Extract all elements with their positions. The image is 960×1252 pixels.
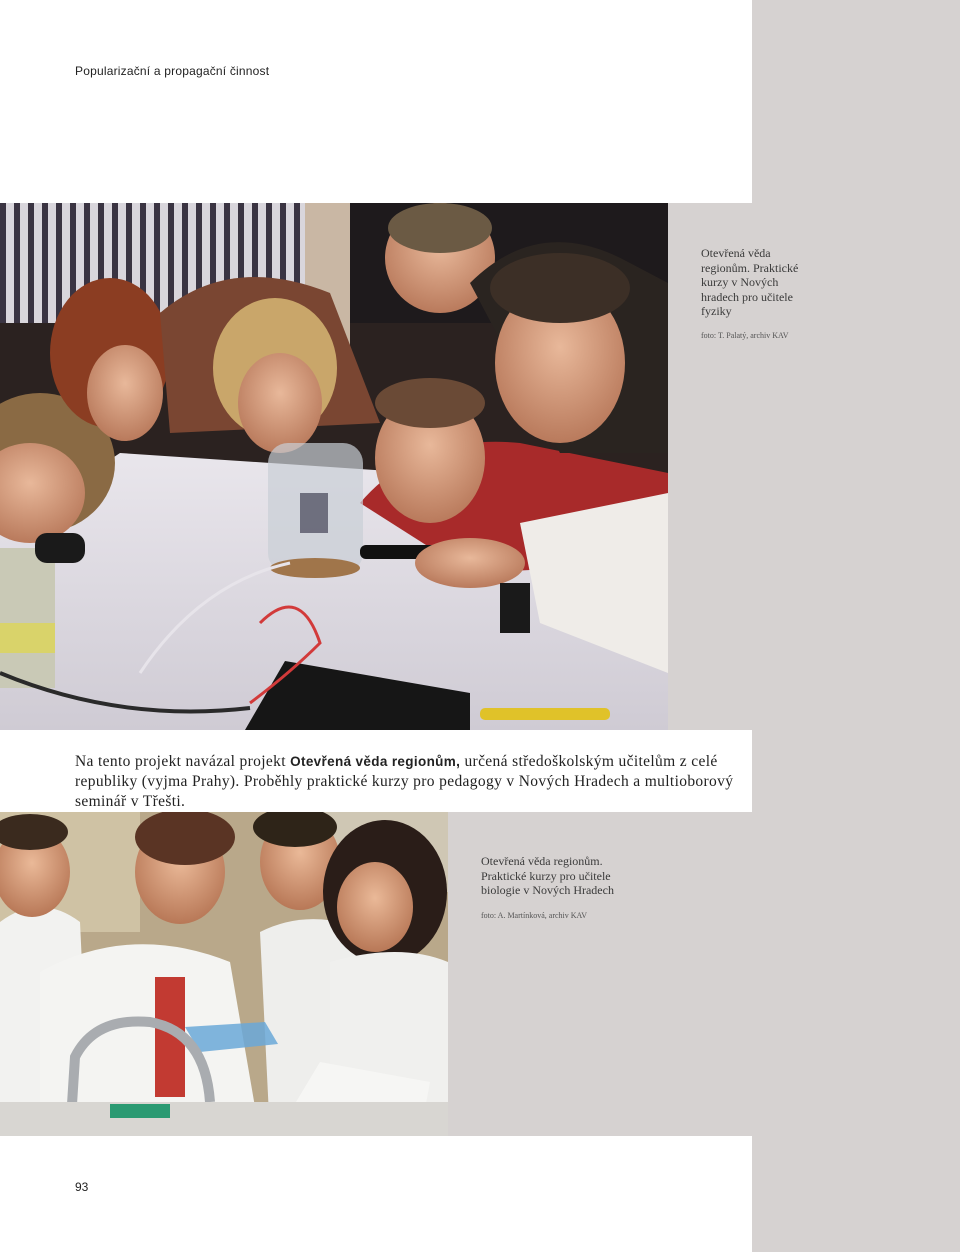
photo2-credit: foto: A. Martínková, archiv KAV [481,911,588,920]
page-number: 93 [75,1180,89,1194]
photo2-caption-line: Praktické kurzy pro učitele [481,868,611,883]
photo1-caption-line: Otevřená věda [701,246,771,260]
right-sidebar-band [752,0,960,1252]
photo1-caption-line: kurzy v Nových [701,275,779,289]
section-header: Popularizační a propagační činnost [75,64,270,78]
body-text-part1: Na tento projekt navázal projekt [75,753,291,770]
body-text-part2: určená středoškolským učitelům z celé republiky (vyjma Prahy). Proběhly praktické kurzy pro pedagogy v Nových Hradech a multioborový seminář v Třešti. [75,753,734,810]
photo1-caption-line: regionům. Praktické [701,260,799,275]
photo1-credit: foto: T. Palatý, archiv KAV [701,331,789,340]
photo2-caption-line: biologie v Nových Hradech [481,883,614,897]
photo1-caption [701,246,811,319]
photo2-caption [481,854,681,898]
photo1-caption-line: hradech pro učitele [701,289,793,304]
photo1-caption-line: fyziky [701,304,732,318]
project-name-bold: Otevřená věda regionům, [290,754,461,769]
photo2-caption-line: Otevřená věda regionům. [481,854,603,868]
photo-biology-course [0,812,448,1136]
photo-physics-course [0,203,668,730]
body-paragraph [75,752,745,812]
